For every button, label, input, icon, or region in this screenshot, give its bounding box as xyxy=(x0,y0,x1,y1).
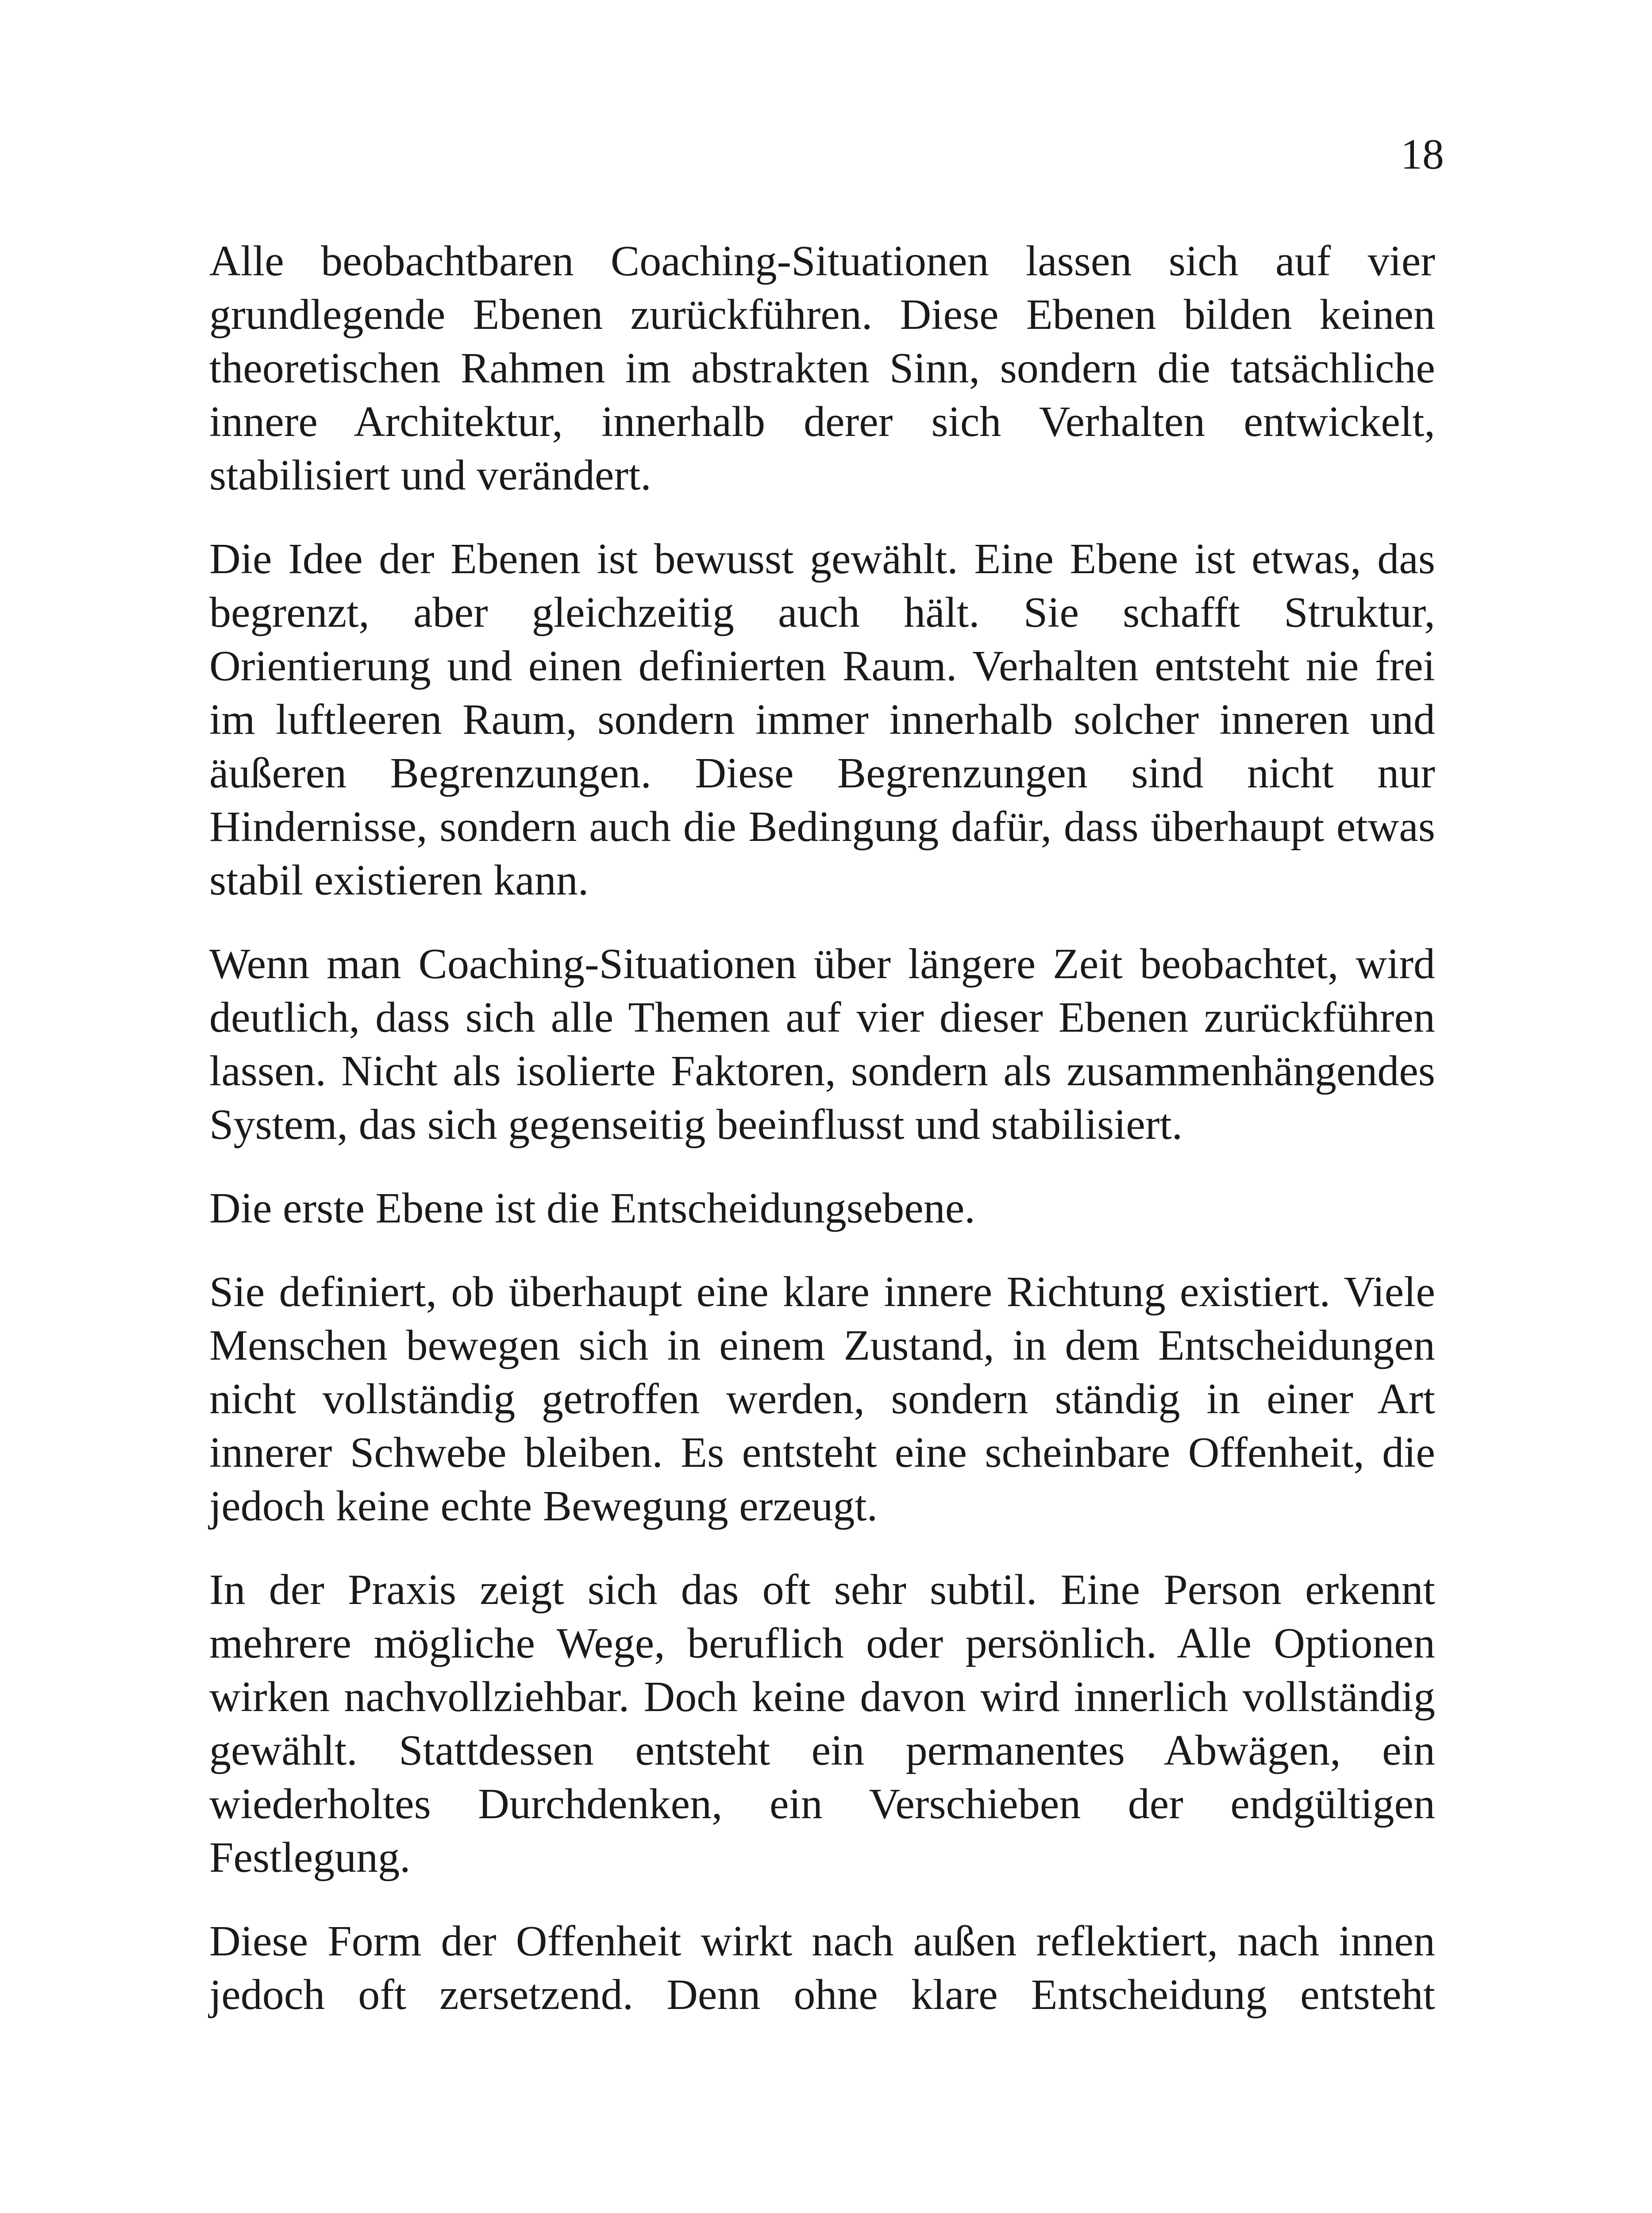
paragraph: Die erste Ebene ist die Entscheidungsebene. xyxy=(209,1184,975,1232)
paragraph: Die Idee der Ebenen ist bewusst gewählt. Eine Ebene ist etwas, das begrenzt, aber gleichzeitig auch hält. Sie schafft Struktur, Orientierung und einen definierten Raum. Verhalten entsteht nie frei im luftleeren Raum, sondern immer innerhalb solcher inneren und äußeren Begrenzungen. Diese Begrenzungen sind nicht nur Hindernisse, sondern auch die Bedingung dafür, dass überhaupt etwas stabil existieren kann. xyxy=(209,535,1435,904)
body-text xyxy=(209,235,1435,2022)
paragraph: Diese Form der Offenheit wirkt nach außen reflektiert, nach innen jedoch oft zersetzend. Denn ohne klare Entscheidung entsteht xyxy=(209,1917,1435,2019)
page-number: 18 xyxy=(1401,131,1444,178)
paragraph: Alle beobachtbaren Coaching-Situationen lassen sich auf vier grundlegende Ebenen zurückführen. Diese Ebenen bilden keinen theoretischen Rahmen im abstrakten Sinn, sondern die tatsächliche innere Architektur, innerhalb derer sich Verhalten entwickelt, stabilisiert und verändert. xyxy=(209,237,1435,499)
paragraph: In der Praxis zeigt sich das oft sehr subtil. Eine Person erkennt mehrere mögliche Wege, beruflich oder persönlich. Alle Optionen wirken nachvollziehbar. Doch keine davon wird innerlich vollständig gewählt. Stattdessen entsteht ein permanentes Abwägen, ein wiederholtes Durchdenken, ein Verschieben der endgültigen Festlegung. xyxy=(209,1566,1435,1881)
paragraph: Sie definiert, ob überhaupt eine klare innere Richtung existiert. Viele Menschen bewegen sich in einem Zustand, in dem Entscheidungen nicht vollständig getroffen werden, sondern ständig in einer Art innerer Schwebe bleiben. Es entsteht eine scheinbare Offenheit, die jedoch keine echte Bewegung erzeugt. xyxy=(209,1268,1435,1530)
paragraph: Wenn man Coaching-Situationen über längere Zeit beobachtet, wird deutlich, dass sich alle Themen auf vier dieser Ebenen zurückführen lassen. Nicht als isolierte Faktoren, sondern als zusammenhängendes System, das sich gegenseitig beeinflusst und stabilisiert. xyxy=(209,940,1435,1149)
